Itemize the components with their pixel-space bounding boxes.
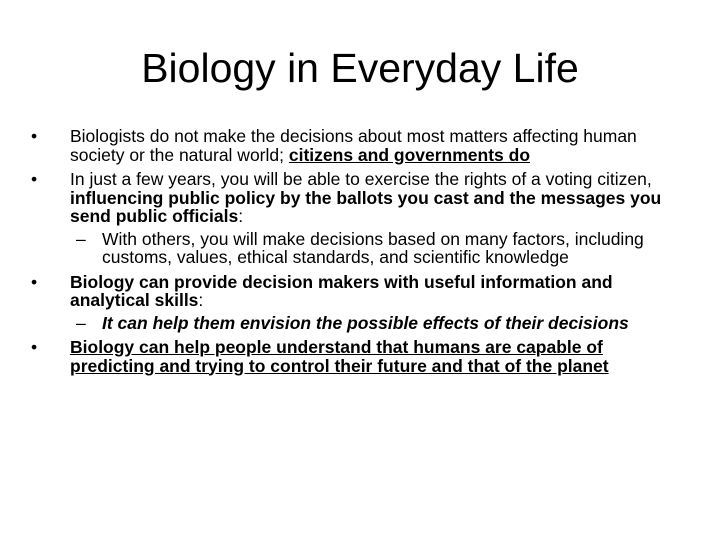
- dash-icon: –: [76, 312, 86, 333]
- bullet-item: [28, 170, 678, 267]
- bullet-tail: :: [238, 206, 244, 226]
- bullet-text: In just a few years, you will be able to exercise the rights of a voting citizen,: [70, 169, 652, 189]
- bullet-emphasis: Biology can help people understand that humans are capable of predicting and trying to control their future and that of the planet: [70, 337, 609, 376]
- bullet-list: [28, 127, 678, 381]
- sub-list: [70, 314, 678, 333]
- slide-title: Biology in Everyday Life: [141, 45, 579, 91]
- bullet-text: Biologists do not make the decisions about most matters affecting human society or the natural world;: [70, 126, 637, 165]
- bullet-emphasis: Biology can provide decision makers with useful information and analytical skills: [70, 271, 613, 310]
- bullet-item: [28, 338, 678, 375]
- bullet-item: [28, 273, 678, 333]
- bullet-tail: :: [198, 290, 204, 310]
- bullet-item: [28, 127, 678, 164]
- sub-bullet-item: [70, 230, 678, 267]
- bullet-icon: •: [31, 126, 38, 146]
- bullet-emphasis: influencing public policy by the ballots you cast and the messages you send public officials: [70, 187, 662, 226]
- bullet-icon: •: [31, 169, 38, 189]
- sub-bullet-item: [70, 314, 678, 333]
- dash-icon: –: [76, 228, 86, 249]
- bullet-icon: •: [31, 271, 38, 292]
- bullet-icon: •: [31, 337, 38, 357]
- bullet-emphasis: citizens and governments do: [288, 144, 531, 165]
- sub-bullet-text: It can help them envision the possible effects of their decisions: [102, 312, 629, 333]
- sub-bullet-text: With others, you will make decisions based on many factors, including customs, values, ethical standards, and scientific knowledge: [102, 228, 644, 267]
- sub-list: [70, 230, 678, 267]
